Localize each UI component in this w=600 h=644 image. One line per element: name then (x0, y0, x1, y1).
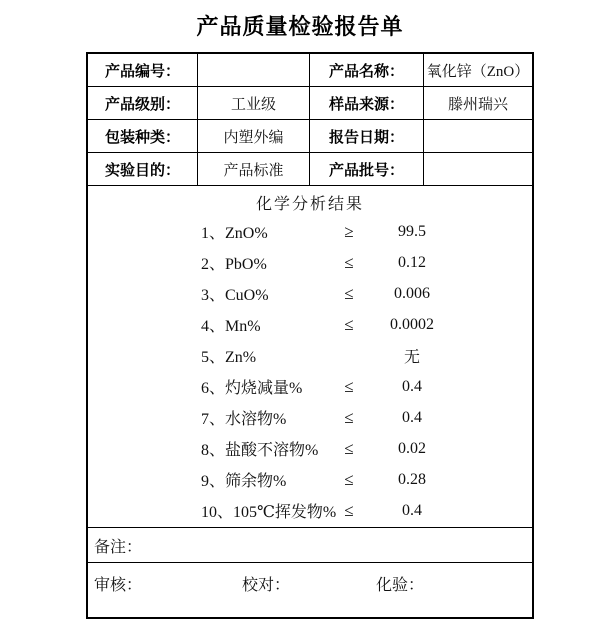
chem-item-row (88, 278, 532, 309)
chem-item-name: 2、PbO% (201, 256, 267, 273)
product-batch-value (424, 153, 532, 186)
chem-item-value: 99.5 (398, 222, 426, 240)
chem-item-comparator: ≤ (344, 252, 354, 272)
chem-item-comparator: ≤ (344, 283, 354, 303)
product-batch-label: 产品批号： (310, 153, 424, 186)
chem-item-name: 10、105℃挥发物% (201, 504, 337, 521)
packaging-type-label: 包装种类： (88, 120, 198, 153)
sample-source-value: 滕州瑞兴 (424, 87, 532, 120)
experiment-purpose-value: 产品标准 (198, 153, 310, 186)
chem-item-value: 0.28 (398, 470, 426, 488)
chem-item-value: 0.4 (402, 408, 422, 426)
chem-item-comparator: ≤ (344, 500, 354, 520)
review-label: 审核： (94, 577, 143, 594)
chem-item-value: 0.0002 (390, 315, 434, 333)
chem-item-comparator: ≥ (344, 221, 354, 241)
product-name-value: 氧化锌（ZnO） (424, 54, 532, 87)
chem-item-comparator: ≤ (344, 438, 354, 458)
sample-source-label: 样品来源： (310, 87, 424, 120)
product-grade-label: 产品级别： (88, 87, 198, 120)
chem-item-value: 0.02 (398, 439, 426, 457)
chem-item-value: 无 (403, 349, 420, 366)
proofread-label: 校对： (242, 577, 291, 594)
report-date-label: 报告日期： (310, 120, 424, 153)
chem-item-value: 0.12 (398, 253, 426, 271)
chem-item-name: 1、ZnO% (201, 225, 268, 242)
chem-item-comparator: ≤ (344, 407, 354, 427)
chem-item-row (88, 495, 532, 526)
page-title: 产品质量检验报告单 (196, 14, 404, 39)
chem-item-comparator: ≤ (344, 314, 354, 334)
chem-item-name: 5、Zn% (201, 349, 257, 366)
signatures-row (88, 563, 532, 617)
chem-item-row (88, 247, 532, 278)
chem-item-value: 0.4 (402, 501, 422, 519)
chem-item-row (88, 464, 532, 495)
chem-item-name: 3、CuO% (201, 287, 269, 304)
chem-item-value: 0.4 (402, 377, 422, 395)
chem-item-name: 6、灼烧减量% (201, 380, 303, 397)
chemical-analysis-title: 化学分析结果 (255, 195, 364, 213)
experiment-purpose-label: 实验目的： (88, 153, 198, 186)
chem-item-row (88, 402, 532, 433)
product-code-label: 产品编号： (88, 54, 198, 87)
remarks-label: 备注： (94, 538, 143, 556)
info-grid (88, 54, 532, 186)
chemical-analysis-section (88, 186, 532, 528)
test-label: 化验： (376, 577, 425, 594)
chem-item-comparator: ≤ (344, 376, 354, 396)
chem-item-name: 9、筛余物% (201, 473, 287, 490)
remarks-row (88, 528, 532, 563)
report-table (86, 52, 534, 619)
chem-item-name: 7、水溶物% (201, 411, 287, 428)
chem-item-name: 8、盐酸不溶物% (201, 442, 319, 459)
report-date-value (424, 120, 532, 153)
chem-item-comparator: ≤ (344, 469, 354, 489)
chem-item-name: 4、Mn% (201, 318, 261, 335)
chem-item-row (88, 309, 532, 340)
product-code-value (198, 54, 310, 87)
packaging-type-value: 内塑外编 (198, 120, 310, 153)
chem-item-row (88, 371, 532, 402)
chem-item-row (88, 340, 532, 371)
chem-item-row (88, 433, 532, 464)
product-name-label: 产品名称： (310, 54, 424, 87)
chem-item-value: 0.006 (394, 284, 430, 302)
chem-item-row (88, 216, 532, 247)
product-grade-value: 工业级 (198, 87, 310, 120)
